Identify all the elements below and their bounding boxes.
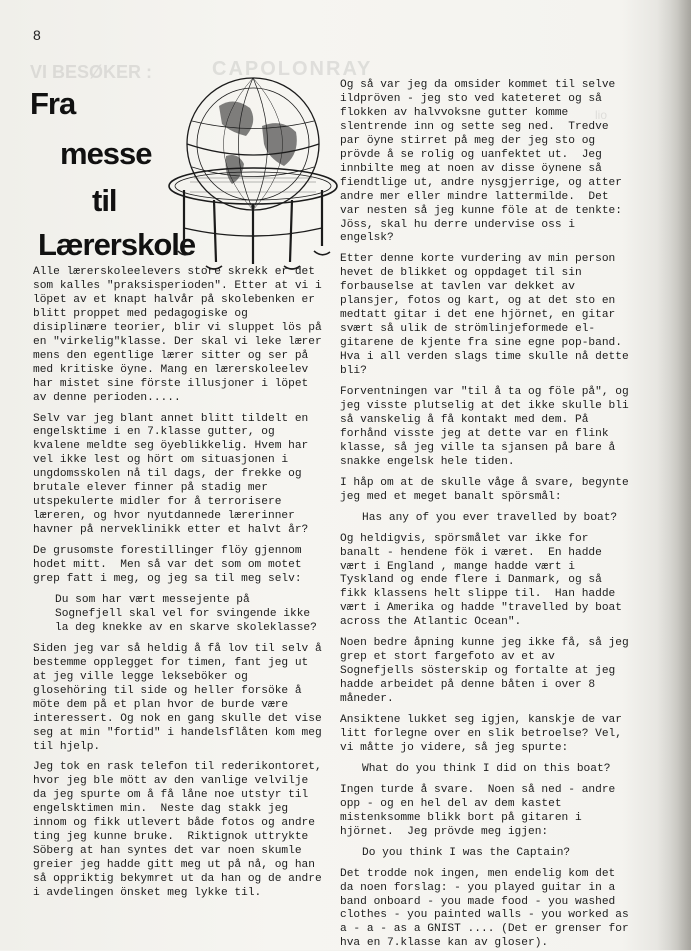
bleed-through-text: lio bbox=[595, 108, 608, 122]
globe-illustration bbox=[164, 66, 342, 276]
body-paragraph: Og heldigvis, spörsmålet var ikke for banalt - hendene fök i været. En hadde vært i England , mange hadde vært i Tyskland og ende flere i Danmark, og så fikk klassens helt slippe til. Han hadde vært i Amerika og hadde "travelled by boat across the Atlantic Ocean". bbox=[340, 532, 629, 629]
body-paragraph: Etter denne korte vurdering av min person hevet de blikket og oppdaget til sin forbauselse at tavlen var dekket av plansjer, fotos og kart, og at det sto en medtatt gitar i det ene hjörnet, en gitar svært så ulik de strömlinjeformede el-gitarene de kjente fra sine egne pop-band. Hva i all verden slags time skulle nå dette bli? bbox=[340, 253, 636, 378]
body-paragraph: De grusomste forestillinger flöy gjennom hodet mitt. Men så var det som om motet grep fatt i meg, og jeg sa til meg selv: bbox=[33, 545, 309, 586]
body-paragraph: Ingen turde å svare. Noen så ned - andre opp - og en hel del av dem kastet mistenksomme blikk bort på gitaren i hjörnet. Jeg prövde meg igjen: bbox=[340, 783, 622, 838]
body-paragraph: Selv var jeg blant annet blitt tildelt en engelsktime i en 7.klasse gutter, og kvalene meldte seg öyeblikkelig. Hvem har vel ikke lest og hört om situasjonen i ungdomsskolen nå til dags, der frekke og brutale elever finner på stadig mer utspekulerte midler for å terrorisere læreren, og hvor nyutdannede lærerinner havner på nerveklinikk etter et halvt år? bbox=[33, 412, 315, 537]
quoted-question: What do you think I did on this boat? bbox=[362, 762, 611, 775]
title-line: til bbox=[92, 183, 117, 218]
page-number: 8 bbox=[33, 27, 41, 43]
title-line: Fra bbox=[30, 86, 76, 121]
body-paragraph: Og så var jeg da omsider kommet til selve ildpröven - jeg sto ved kateteret og så flokken av halvvoksne gutter komme slentrende inn og sette seg ned. Tredve par öyne stirret på meg der jeg sto og prövde å se rolig og uanfektet ut. Jeg innbilte meg at noen av disse öynene så fiendtlige ut, andre nysgjerrige, og atter andre mer eller mindre lattermilde. Det var nesten så jeg kunne föle at de tenkte: Jöss, skal hu derre undervise oss i engelsk? bbox=[340, 79, 629, 245]
right-text-column bbox=[340, 79, 636, 951]
left-text-column bbox=[33, 266, 329, 908]
title-line: Lærerskole bbox=[38, 227, 196, 262]
body-paragraph: Ansiktene lukket seg igjen, kanskje de var litt forlegne over en slik betroelse? Vel, vi måtte jo videre, så jeg spurte: bbox=[340, 714, 629, 754]
indented-quote: Du som har vært messejente på Sognefjell skal vel for svingende ikke la deg knekke av en skarve skoleklasse? bbox=[55, 593, 317, 634]
bleed-through-text: VI BESØKER : bbox=[30, 62, 153, 82]
page-binding-shadow bbox=[657, 0, 691, 950]
body-paragraph: Jeg tok en rask telefon til rederikontoret, hvor jeg ble mött av den vanlige velvilje da jeg spurte om å få låne noe utstyr til engelsktimen min. Neste dag stakk jeg innom og fikk utlevert både fotos og andre ting jeg kunne bruke. Riktignok uttrykte Söberg at han syntes det var noen skumle greier jeg hadde gitt meg ut på nå, og han så oppriktig bekymret ut da han og de andre i avdelingen önsket meg lykke til. bbox=[33, 761, 329, 900]
body-paragraph: Noen bedre åpning kunne jeg ikke få, så jeg grep et stort fargefoto av et av Sognefjells sösterskip og fortalte at jeg hadde arbeidet på denne båten i over 8 måneder. bbox=[340, 637, 636, 706]
quoted-question: Do you think I was the Captain? bbox=[362, 846, 571, 859]
body-paragraph: Forventningen var "til å ta og föle på", og jeg visste plutselig at det ikke skulle bli så vanskelig å få kontakt med dem. På forhånd visste jeg at dette var en flink klasse, så jeg ville ta sjansen på bare å snakke engelsk hele tiden. bbox=[340, 386, 636, 468]
quoted-question: Has any of you ever travelled by boat? bbox=[362, 511, 618, 524]
bleed-through-text: CAPOLONRAY bbox=[212, 58, 373, 80]
title-line: messe bbox=[60, 136, 152, 171]
body-paragraph: I håp om at de skulle våge å svare, begynte jeg med et meget banalt spörsmål: bbox=[340, 476, 636, 503]
body-paragraph: Alle lærerskoleelevers store skrekk er det som kalles "praksisperioden". Etter at vi i löpet av et knapt halvår på skolebenken er blitt proppet med pedagogiske og disiplinære teorier, blir vi sluppet lös på en "virkelig"klasse. Der skal vi leke lærer mens den egentlige lærer sitter og ser på med kritiske öyne. Mang en lærerskoleelev har mistet sine förste illusjoner i löpet av denne perioden..... bbox=[33, 266, 329, 404]
body-paragraph: Det trodde nok ingen, men endelig kom det da noen forslag: - you played guitar in a band onboard - you made food - you washed clothes - you painted walls - you worked as a - a - as a GNIST .... (Det er grenser for hva en 7.klasse kan av gloser). bbox=[340, 867, 636, 950]
body-paragraph: Siden jeg var så heldig å få lov til selv å bestemme opplegget for timen, fant jeg ut at jeg ville legge lekseböker og glosehöring til side og heller forsöke å möte dem på et plan hvor de burde være interessert. Og nok en gang skulle det vise seg at min "fortid" i handelsflåten kom meg til hjelp. bbox=[33, 642, 329, 753]
